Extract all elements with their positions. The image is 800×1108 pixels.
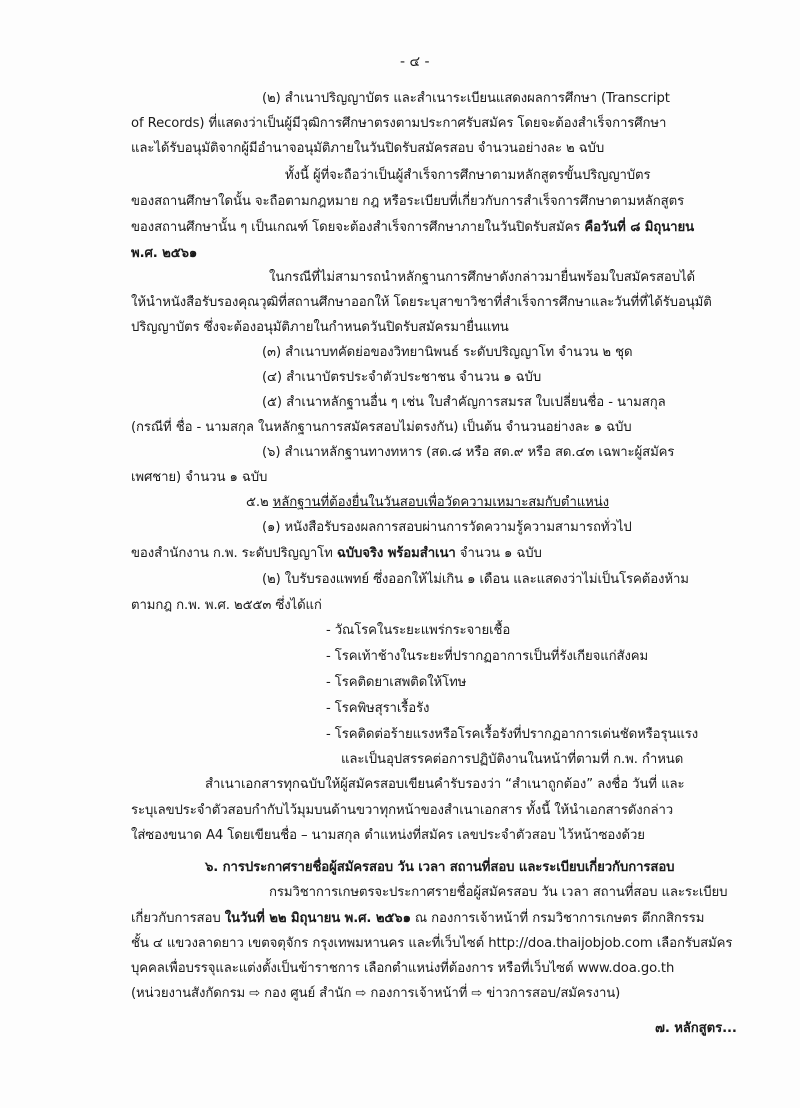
note-line1: ทั้งนี้ ผู้ที่จะถือว่าเป็นผู้สำเร็จการศึกษาตามหลักสูตรขั้นปริญญาบัตร xyxy=(285,168,651,183)
deadline-year: พ.ศ. ๒๕๖๑ xyxy=(131,246,198,261)
section6-line3 xyxy=(131,935,732,953)
note-line2: ของสถานศึกษาใดนั้น จะถือตามกฎหมาย กฎ หรือระเบียบที่เกี่ยวกับการสำเร็จการศึกษาตามหลักสูตร xyxy=(131,194,685,209)
arrow-right-icon: ⇨ xyxy=(471,986,483,1001)
note-line3 xyxy=(131,219,694,237)
section6-line3-rest: เลือกรับสมัคร xyxy=(652,936,733,951)
item3: (๓) สำเนาบทคัดย่อของวิทยานิพนธ์ ระดับปริญญาโท จำนวน ๒ ชุด xyxy=(262,345,633,360)
path-step: กอง ศูนย์ สำนัก xyxy=(264,986,352,1001)
path-step: ข่าวการสอบ/สมัครงาน) xyxy=(486,986,621,1001)
fallback-line2: ให้นำหนังสือรับรองคุณวุฒิที่สถานศึกษาออกให้ โดยระบุสาขาวิชาที่สำเร็จการศึกษาและวันที่ที่ได้รับอนุมัติ xyxy=(131,295,712,310)
section6-line3-text: ชั้น ๔ แขวงลาดยาว เขตจตุจักร กรุงเทพมหานคร และที่เว็บไซต์ xyxy=(131,936,489,951)
item2-line3: และได้รับอนุมัติจากผู้มีอำนาจอนุมัติภายในวันปิดรับสมัครสอบ จำนวนอย่างละ ๒ ฉบับ xyxy=(131,141,605,156)
disease-item: - วัณโรคในระยะแพร่กระจายเชื้อ xyxy=(326,623,511,638)
disease-item: - โรคเท้าช้างในระยะที่ปรากฏอาการเป็นที่รังเกียจแก่สังคม xyxy=(326,649,649,664)
section6-line4 xyxy=(131,960,674,978)
item6-line2: เพศชาย) จำนวน ๑ ฉบับ xyxy=(131,470,268,485)
announcement-date: ในวันที่ ๒๒ มิถุนายน พ.ศ. ๒๕๖๑ xyxy=(224,911,411,926)
certify-line1: สำเนาเอกสารทุกฉบับให้ผู้สมัครสอบเขียนคำรับรองว่า “สำเนาถูกต้อง” ลงชื่อ วันที่ และ xyxy=(205,777,685,792)
path-step: (หน่วยงานสังกัดกรม xyxy=(131,986,246,1001)
fallback-line3: ปริญญาบัตร ซึ่งจะต้องอนุมัติภายในกำหนดวันปิดรับสมัครมายื่นแทน xyxy=(131,320,509,335)
item5-line2: (กรณีที่ ชื่อ - นามสกุล ในหลักฐานการสมัครสอบไม่ตรงกัน) เป็นต้น จำนวนอย่างละ ๑ ฉบับ xyxy=(131,420,632,435)
arrow-right-icon: ⇨ xyxy=(249,986,261,1001)
thaijobjob-link[interactable]: http://doa.thaijobjob.com xyxy=(488,936,653,951)
doa-website-link[interactable]: www.doa.go.th xyxy=(577,961,675,976)
section6-line1: กรมวิชาการเกษตรจะประกาศรายชื่อผู้สมัครสอบ วัน เวลา สถานที่สอบ และระเบียบ xyxy=(269,885,728,900)
section6-line4-text: บุคคลเพื่อบรรจุและแต่งตั้งเป็นข้าราชการ เลือกตำแหน่งที่ต้องการ หรือที่เว็บไซต์ xyxy=(131,961,578,976)
s52-item2-line1: (๒) ใบรับรองแพทย์ ซึ่งออกให้ไม่เกิน ๑ เดือน และแสดงว่าไม่เป็นโรคต้องห้าม xyxy=(262,572,689,587)
disease-item-cont: และเป็นอุปสรรคต่อการปฏิบัติงานในหน้าที่ตามที่ ก.พ. กำหนด xyxy=(341,752,684,767)
certify-line2: ระบุเลขประจำตัวสอบกำกับไว้มุมบนด้านขวาทุกหน้าของสำเนาเอกสาร ทั้งนี้ ให้นำเอกสารดังกล่าว xyxy=(131,803,674,818)
s52-item1-text: ของสำนักงาน ก.พ. ระดับปริญญาโท xyxy=(131,546,337,561)
item2-line1: (๒) สำเนาปริญญาบัตร และสำเนาระเบียนแสดงผลการศึกษา (Transcript xyxy=(262,91,670,106)
section-5-2-heading xyxy=(246,494,609,512)
section6-line2-text: เกี่ยวกับการสอบ xyxy=(131,911,225,926)
certify-line3: ใส่ซองขนาด A4 โดยเขียนชื่อ – นามสกุล ตำแหน่งที่สมัคร เลขประจำตัวสอบ ไว้หน้าซองด้วย xyxy=(131,828,645,843)
path-step: กองการเจ้าหน้าที่ xyxy=(370,986,468,1001)
s52-item1-qty: จำนวน ๑ ฉบับ xyxy=(455,546,542,561)
section-5-2-title: หลักฐานที่ต้องยื่นในวันสอบเพื่อวัดความเหมาะสมกับตำแหน่ง xyxy=(272,495,610,510)
s52-item1-line2 xyxy=(131,545,542,563)
s52-item2-line2: ตามกฎ ก.พ. พ.ศ. ๒๕๕๓ ซึ่งได้แก่ xyxy=(131,598,322,613)
arrow-right-icon: ⇨ xyxy=(355,986,367,1001)
disease-item: - โรคพิษสุราเรื้อรัง xyxy=(326,701,430,716)
section6-line2 xyxy=(131,910,704,928)
deadline-date: คือวันที่ ๘ มิถุนายน xyxy=(584,220,695,235)
note-line3-text: ของสถานศึกษานั้น ๆ เป็นเกณฑ์ โดยจะต้องสำเร็จการศึกษาภายในวันปิดรับสมัคร xyxy=(131,220,585,235)
next-page-continuation: ๗. หลักสูตร... xyxy=(655,1021,737,1036)
disease-item: - โรคติดต่อร้ายแรงหรือโรคเรื้อรังที่ปรากฏอาการเด่นชัดหรือรุนแรง xyxy=(326,727,699,742)
s52-item1-line1: (๑) หนังสือรับรองผลการสอบผ่านการวัดความรู้ความสามารถทั่วไป xyxy=(262,520,632,535)
item5-line1: (๕) สำเนาหลักฐานอื่น ๆ เช่น ใบสำคัญการสมรส ใบเปลี่ยนชื่อ - นามสกุล xyxy=(262,395,666,410)
section-6-heading: ๖. การประกาศรายชื่อผู้สมัครสอบ วัน เวลา สถานที่สอบ และระเบียบเกี่ยวกับการสอบ xyxy=(205,860,675,875)
section-5-2-number: ๕.๒ xyxy=(246,495,273,510)
original-with-copy: ฉบับจริง พร้อมสำเนา xyxy=(336,546,456,561)
navigation-path xyxy=(131,985,620,1003)
item6-line1: (๖) สำเนาหลักฐานทางทหาร (สด.๘ หรือ สด.๙ หรือ สด.๔๓ เฉพาะผู้สมัคร xyxy=(262,445,675,460)
item2-line2: of Records) ที่แสดงว่าเป็นผู้มีวุฒิการศึกษาตรงตามประกาศรับสมัคร โดยจะต้องสำเร็จการศึกษา xyxy=(131,116,667,131)
section6-line2-rest: ณ กองการเจ้าหน้าที่ กรมวิชาการเกษตร ตึกกสิกรรม xyxy=(410,911,705,926)
fallback-line1: ในกรณีที่ไม่สามารถนำหลักฐานการศึกษาดังกล่าวมายื่นพร้อมใบสมัครสอบได้ xyxy=(269,270,695,285)
page-number: - ๔ - xyxy=(400,54,430,70)
item4: (๔) สำเนาบัตรประจำตัวประชาชน จำนวน ๑ ฉบับ xyxy=(262,370,542,385)
disease-item: - โรคติดยาเสพติดให้โทษ xyxy=(326,675,467,690)
